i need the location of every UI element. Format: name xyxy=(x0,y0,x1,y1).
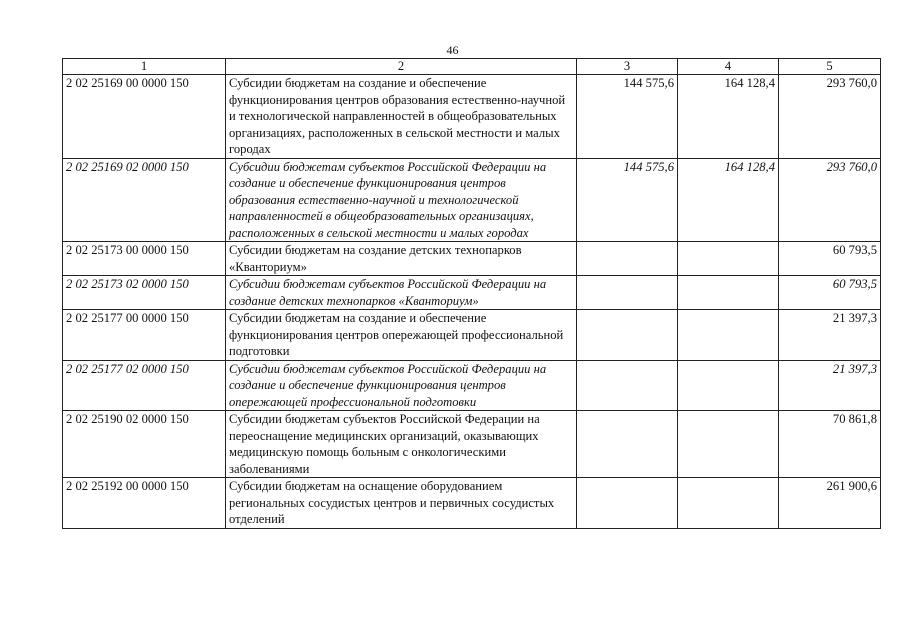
row-code: 2 02 25169 02 0000 150 xyxy=(63,158,226,242)
row-name: Субсидии бюджетам на создание детских технопарков «Кванториум» xyxy=(226,242,577,276)
row-code: 2 02 25192 00 0000 150 xyxy=(63,478,226,529)
column-header-5: 5 xyxy=(779,59,881,75)
table-row xyxy=(63,242,881,276)
table-row xyxy=(63,75,881,159)
row-value-col5: 60 793,5 xyxy=(779,276,881,310)
table-row xyxy=(63,310,881,361)
row-value-col5: 21 397,3 xyxy=(779,360,881,411)
row-value-col5: 293 760,0 xyxy=(779,75,881,159)
row-value-col4 xyxy=(678,242,779,276)
row-code: 2 02 25169 00 0000 150 xyxy=(63,75,226,159)
row-code: 2 02 25177 02 0000 150 xyxy=(63,360,226,411)
row-name: Субсидии бюджетам субъектов Российской Федерации на создание и обеспечение функционирования центров опережающей профессиональной подготовки xyxy=(226,360,577,411)
row-code: 2 02 25173 02 0000 150 xyxy=(63,276,226,310)
row-value-col4: 164 128,4 xyxy=(678,158,779,242)
table-row xyxy=(63,478,881,529)
table-row xyxy=(63,276,881,310)
row-value-col3 xyxy=(577,242,678,276)
table-header-row xyxy=(63,59,881,75)
row-value-col5: 261 900,6 xyxy=(779,478,881,529)
page-number: 46 xyxy=(446,43,459,57)
column-header-1: 1 xyxy=(63,59,226,75)
column-header-2: 2 xyxy=(226,59,577,75)
row-value-col5: 70 861,8 xyxy=(779,411,881,478)
row-value-col4 xyxy=(678,276,779,310)
row-value-col4 xyxy=(678,411,779,478)
row-value-col5: 293 760,0 xyxy=(779,158,881,242)
row-code: 2 02 25177 00 0000 150 xyxy=(63,310,226,361)
row-code: 2 02 25190 02 0000 150 xyxy=(63,411,226,478)
row-value-col3: 144 575,6 xyxy=(577,75,678,159)
row-value-col4: 164 128,4 xyxy=(678,75,779,159)
row-name: Субсидии бюджетам на создание и обеспечение функционирования центров опережающей профессиональной подготовки xyxy=(226,310,577,361)
table-row xyxy=(63,411,881,478)
row-value-col5: 21 397,3 xyxy=(779,310,881,361)
row-name: Субсидии бюджетам на оснащение оборудованием региональных сосудистых центров и первичных сосудистых отделений xyxy=(226,478,577,529)
row-name: Субсидии бюджетам на создание и обеспечение функционирования центров образования естественно-научной и технологической направленностей в общеобразовательных организациях, расположенных в сельской местности и малых городах xyxy=(226,75,577,159)
row-value-col4 xyxy=(678,360,779,411)
row-value-col3: 144 575,6 xyxy=(577,158,678,242)
row-value-col3 xyxy=(577,310,678,361)
row-value-col3 xyxy=(577,276,678,310)
row-value-col3 xyxy=(577,411,678,478)
row-value-col3 xyxy=(577,360,678,411)
row-value-col4 xyxy=(678,478,779,529)
table-row xyxy=(63,360,881,411)
row-value-col4 xyxy=(678,310,779,361)
column-header-4: 4 xyxy=(678,59,779,75)
row-name: Субсидии бюджетам субъектов Российской Федерации на переоснащение медицинских организаций, оказывающих медицинскую помощь больным с онкологическими заболеваниями xyxy=(226,411,577,478)
row-name: Субсидии бюджетам субъектов Российской Федерации на создание детских технопарков «Кванториум» xyxy=(226,276,577,310)
row-name: Субсидии бюджетам субъектов Российской Федерации на создание и обеспечение функционирования центров образования естественно-научной и технологической направленностей в общеобразовательных организациях, расположенных в сельской местности и малых городах xyxy=(226,158,577,242)
column-header-3: 3 xyxy=(577,59,678,75)
table-row xyxy=(63,158,881,242)
budget-table xyxy=(62,58,881,529)
row-code: 2 02 25173 00 0000 150 xyxy=(63,242,226,276)
row-value-col5: 60 793,5 xyxy=(779,242,881,276)
row-value-col3 xyxy=(577,478,678,529)
